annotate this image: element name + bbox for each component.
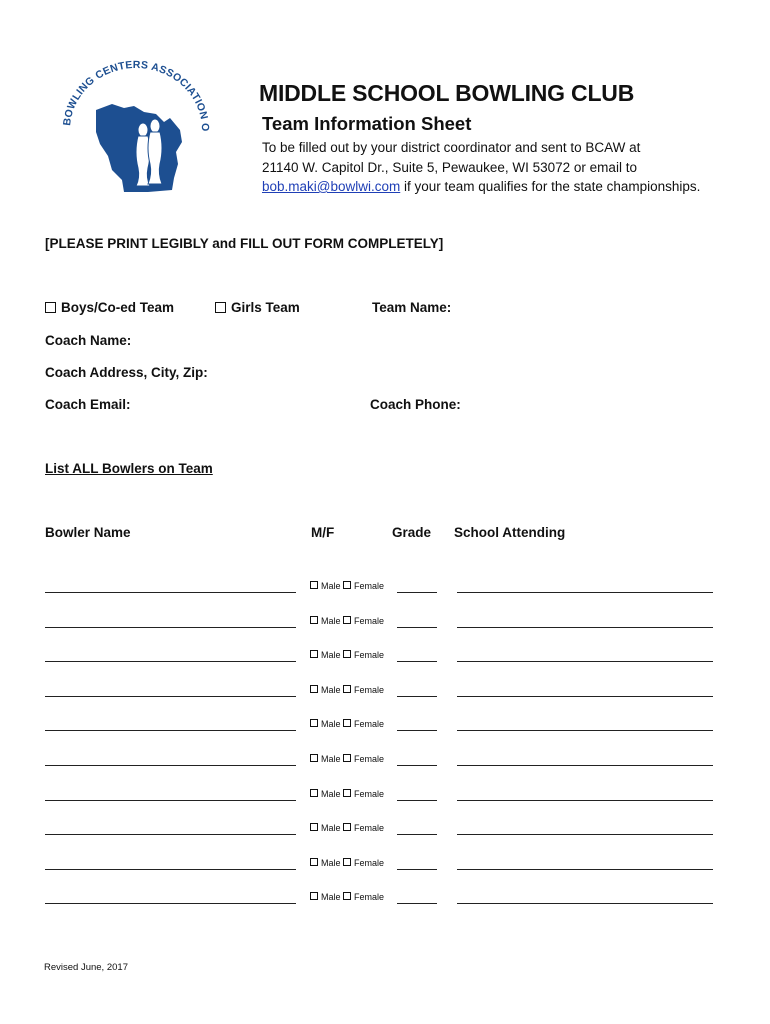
bowler-name-line[interactable] (45, 869, 296, 870)
grade-line[interactable] (397, 834, 437, 835)
school-line[interactable] (457, 661, 713, 662)
male-label: Male (321, 685, 341, 695)
male-checkbox[interactable] (310, 892, 318, 900)
gender-options (310, 754, 384, 764)
school-line[interactable] (457, 834, 713, 835)
col-bowler-name: Bowler Name (45, 525, 131, 540)
female-checkbox[interactable] (343, 719, 351, 727)
bowler-row (0, 754, 770, 770)
bowler-row (0, 616, 770, 632)
gender-options (310, 650, 384, 660)
bowler-name-line[interactable] (45, 730, 296, 731)
male-checkbox[interactable] (310, 789, 318, 797)
boys-team-option[interactable] (45, 300, 174, 315)
female-label: Female (354, 650, 385, 660)
school-line[interactable] (457, 592, 713, 593)
grade-line[interactable] (397, 903, 437, 904)
bowler-name-line[interactable] (45, 765, 296, 766)
grade-line[interactable] (397, 592, 437, 593)
grade-line[interactable] (397, 800, 437, 801)
team-name-label: Team Name: (372, 300, 452, 315)
grade-line[interactable] (397, 730, 437, 731)
female-label: Female (354, 789, 385, 799)
female-label: Female (354, 685, 385, 695)
form-title: MIDDLE SCHOOL BOWLING CLUB (259, 80, 635, 106)
bowler-row (0, 823, 770, 839)
school-line[interactable] (457, 869, 713, 870)
male-checkbox[interactable] (310, 685, 318, 693)
gender-options (310, 616, 384, 626)
female-checkbox[interactable] (343, 892, 351, 900)
coach-name-label: Coach Name: (45, 333, 132, 348)
gender-options (310, 581, 384, 591)
male-checkbox[interactable] (310, 581, 318, 589)
instructions (262, 138, 700, 197)
female-checkbox[interactable] (343, 650, 351, 658)
bowler-row (0, 650, 770, 666)
female-checkbox[interactable] (343, 685, 351, 693)
grade-line[interactable] (397, 869, 437, 870)
bowler-row (0, 858, 770, 874)
male-label: Male (321, 789, 341, 799)
school-line[interactable] (457, 730, 713, 731)
bowler-name-line[interactable] (45, 696, 296, 697)
school-line[interactable] (457, 800, 713, 801)
bowler-name-line[interactable] (45, 800, 296, 801)
female-label: Female (354, 892, 385, 902)
school-line[interactable] (457, 627, 713, 628)
form-subtitle: Team Information Sheet (262, 113, 472, 134)
female-checkbox[interactable] (343, 789, 351, 797)
bowler-row (0, 892, 770, 908)
bowler-name-line[interactable] (45, 627, 296, 628)
female-label: Female (354, 858, 385, 868)
girls-team-option[interactable] (215, 300, 300, 315)
male-checkbox[interactable] (310, 754, 318, 762)
logo-ring-text: BOWLING CENTERS ASSOCIATION O (61, 58, 212, 132)
girls-team-checkbox[interactable] (215, 302, 226, 313)
col-grade: Grade (392, 525, 432, 540)
bowler-row (0, 685, 770, 701)
male-label: Male (321, 616, 341, 626)
print-notice: [PLEASE PRINT LEGIBLY and FILL OUT FORM COMPLETELY] (45, 236, 444, 251)
female-label: Female (354, 616, 385, 626)
female-checkbox[interactable] (343, 754, 351, 762)
col-mf: M/F (311, 525, 335, 540)
male-checkbox[interactable] (310, 858, 318, 866)
bowlers-heading: List ALL Bowlers on Team (45, 461, 213, 476)
bowler-row (0, 719, 770, 735)
bowler-name-line[interactable] (45, 903, 296, 904)
gender-options (310, 685, 384, 695)
bowler-name-line[interactable] (45, 834, 296, 835)
bowler-row (0, 789, 770, 805)
male-label: Male (321, 892, 341, 902)
grade-line[interactable] (397, 696, 437, 697)
male-label: Male (321, 754, 341, 764)
male-label: Male (321, 823, 341, 833)
bowler-name-line[interactable] (45, 592, 296, 593)
bcaw-logo (52, 52, 212, 202)
coach-phone-label: Coach Phone: (370, 397, 461, 412)
male-label: Male (321, 581, 341, 591)
coach-email-label: Coach Email: (45, 397, 131, 412)
instructions-line-2: 21140 W. Capitol Dr., Suite 5, Pewaukee, WI 53072 or email to (262, 159, 637, 175)
grade-line[interactable] (397, 661, 437, 662)
boys-team-checkbox[interactable] (45, 302, 56, 313)
male-label: Male (321, 858, 341, 868)
grade-line[interactable] (397, 627, 437, 628)
girls-team-label: Girls Team (231, 300, 300, 315)
male-checkbox[interactable] (310, 650, 318, 658)
female-label: Female (354, 581, 385, 591)
female-label: Female (354, 823, 385, 833)
instructions-line-1: To be filled out by your district coordinator and sent to BCAW at (262, 140, 641, 155)
school-line[interactable] (457, 765, 713, 766)
grade-line[interactable] (397, 765, 437, 766)
instructions-line-3 (262, 177, 700, 197)
female-checkbox[interactable] (343, 581, 351, 589)
female-label: Female (354, 754, 385, 764)
coach-address-label: Coach Address, City, Zip: (45, 365, 208, 380)
gender-options (310, 719, 384, 729)
instructions-line-3-rest: if your team qualifies for the state championships. (400, 179, 701, 194)
school-line[interactable] (457, 903, 713, 904)
col-school: School Attending (454, 525, 566, 540)
bowler-name-line[interactable] (45, 661, 296, 662)
revision-date: Revised June, 2017 (44, 962, 128, 973)
gender-options (310, 789, 384, 799)
email-link[interactable]: bob.maki@bowlwi.com (262, 179, 401, 194)
boys-team-label: Boys/Co-ed Team (61, 300, 175, 315)
school-line[interactable] (457, 696, 713, 697)
female-checkbox[interactable] (343, 858, 351, 866)
male-label: Male (321, 650, 341, 660)
male-checkbox[interactable] (310, 823, 318, 831)
bowler-row (0, 581, 770, 597)
male-checkbox[interactable] (310, 719, 318, 727)
male-label: Male (321, 719, 341, 729)
male-checkbox[interactable] (310, 616, 318, 624)
female-checkbox[interactable] (343, 823, 351, 831)
gender-options (310, 892, 384, 902)
female-checkbox[interactable] (343, 616, 351, 624)
gender-options (310, 858, 384, 868)
gender-options (310, 823, 384, 833)
female-label: Female (354, 719, 385, 729)
